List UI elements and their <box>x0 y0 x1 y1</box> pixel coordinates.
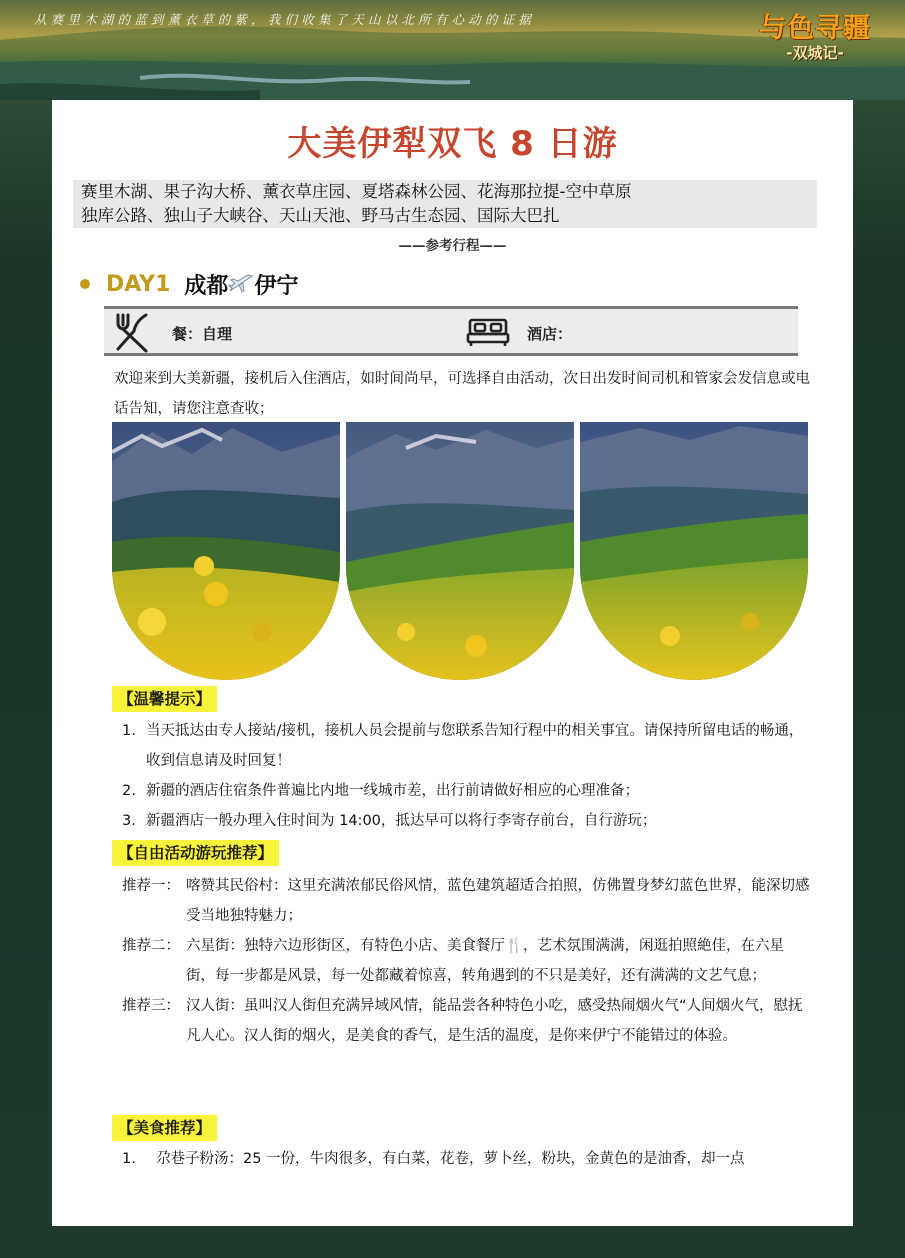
left-border <box>0 100 52 1258</box>
route-from: 成都 <box>184 273 229 299</box>
free-activity-heading: 【自由活动游玩推荐】 <box>112 840 279 866</box>
tips-list <box>122 716 812 836</box>
food-heading: 【美食推荐】 <box>112 1115 217 1141</box>
recommendation-item <box>122 871 812 931</box>
logo-sub-text: -双城记- <box>786 44 844 62</box>
item-number: 1. <box>122 723 136 739</box>
free-activity-list <box>122 871 812 1051</box>
day-intro: 欢迎来到大美新疆，接机后入住酒店，如时间尚早，可选择自由活动，次日出发时间司机和管家会发信息或电话告知，请您注意查收； <box>114 371 810 417</box>
airplane-icon <box>228 273 254 295</box>
itinerary-page <box>52 100 853 1226</box>
recommendation-label: 推荐三： <box>122 998 180 1014</box>
item-number: 1. <box>122 1151 136 1167</box>
attractions-line-1: 赛里木湖、果子沟大桥、薰衣草庄园、夏塔森林公园、花海那拉提-空中草原 <box>81 182 632 201</box>
logo-main-text: 与色寻疆 <box>759 13 871 44</box>
recommendation-text: 汉人街：虽叫汉人街但充满异域风情，能品尝各种特色小吃，感受热闹烟火气“人间烟火气，慰抚凡人心。汉人街的烟火，是美食的香气，是生活的温度，是你来伊宁不能错过的体验。 <box>186 998 803 1044</box>
reference-itinerary-label: ——参考行程—— <box>398 238 507 254</box>
brand-logo <box>752 14 878 62</box>
right-border <box>853 100 905 1258</box>
recommendation-item <box>122 991 812 1051</box>
food-list <box>122 1144 812 1174</box>
page-title: 大美伊犁双飞 8 日游 <box>287 124 618 164</box>
item-text: 新疆酒店一般办理入住时间为 14:00，抵达早可以将行李寄存前台，自行游玩； <box>146 813 657 829</box>
landscape-photo-1 <box>112 422 340 680</box>
recommendation-label: 推荐一： <box>122 878 180 894</box>
meal-info: 餐：自理 <box>172 325 233 343</box>
tips-heading: 【温馨提示】 <box>112 686 217 712</box>
day-label: DAY1 <box>106 271 171 297</box>
banner-slogan: 从赛里木湖的蓝到薰衣草的紫，我们收集了天山以北所有心动的证据 <box>34 12 536 27</box>
photo-strip <box>112 422 808 680</box>
recommendation-label: 推荐二： <box>122 938 180 954</box>
meal-hotel-bar <box>104 306 798 356</box>
recommendation-text: 喀赞其民俗村：这里充满浓郁民俗风情，蓝色建筑超适合拍照，仿佛置身梦幻蓝色世界，能深切感受当地独特魅力； <box>186 878 810 924</box>
list-item <box>122 716 812 776</box>
landscape-photo-3 <box>580 422 808 680</box>
attractions-line-2: 独库公路、独山子大峡谷、天山天池、野马古生态园、国际大巴扎 <box>81 206 560 225</box>
header-banner <box>0 0 905 100</box>
item-number: 2. <box>122 783 136 799</box>
item-text: 当天抵达由专人接站/接机，接机人员会提前与您联系告知行程中的相关事宜。请保持所留电话的畅通，收到信息请及时回复！ <box>146 723 804 769</box>
bullet-dot-icon <box>80 279 90 289</box>
recommendation-text: 六星街：独特六边形街区，有特色小店、美食餐厅🍴，艺术氛围满满，闲逛拍照絶佳，在六星街，每一步都是风景，每一处都藏着惊喜，转角遇到的不只是美好，还有满满的文艺气息； <box>186 938 785 984</box>
list-item <box>122 776 812 806</box>
route-to: 伊宁 <box>254 273 299 299</box>
attractions-box <box>73 180 817 228</box>
recommendation-item <box>122 931 812 991</box>
day-route <box>184 269 298 300</box>
list-item <box>122 806 812 836</box>
day-heading <box>80 268 298 300</box>
item-number: 3. <box>122 813 136 829</box>
item-text: 尕巷子粉汤：25 一份，牛肉很多，有白菜，花卷，萝卜丝，粉块，金黄色的是油香，却一点 <box>156 1151 745 1167</box>
item-text: 新疆的酒店住宿条件普遍比内地一线城市差，出行前请做好相应的心理准备； <box>146 783 639 799</box>
fork-knife-icon <box>112 311 152 353</box>
hotel-info: 酒店： <box>527 325 573 343</box>
landscape-photo-2 <box>346 422 574 680</box>
bed-icon <box>466 317 510 347</box>
